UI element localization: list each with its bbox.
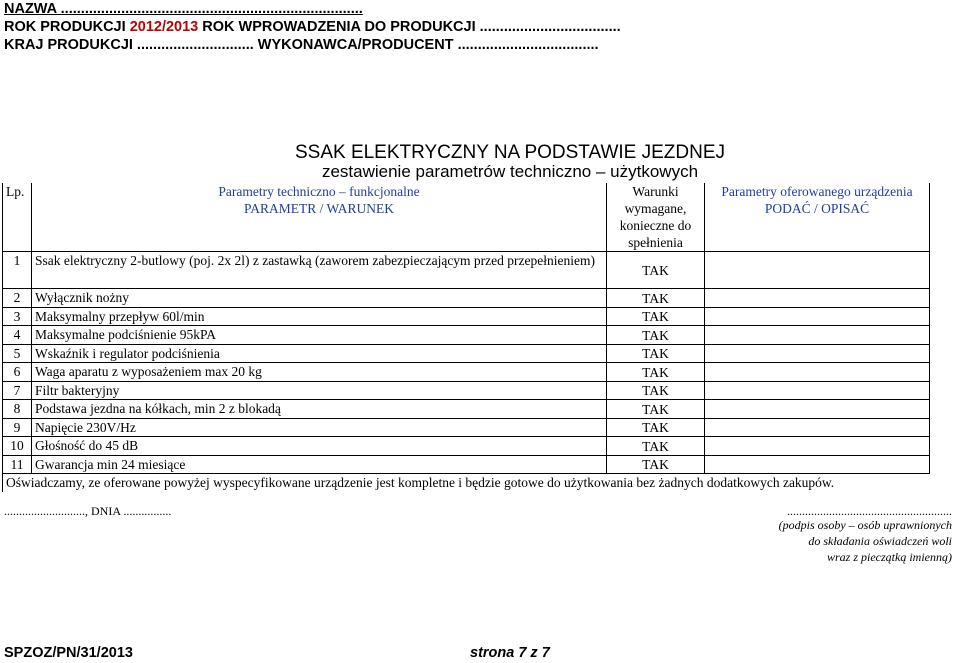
parameters-table <box>2 183 930 492</box>
row-parameter: Głośność do 45 dB <box>32 437 607 456</box>
row-requirement: TAK <box>607 455 705 474</box>
row-parameter: Napięcie 230V/Hz <box>32 418 607 437</box>
row-offer-cell[interactable] <box>705 400 930 419</box>
production-year-line <box>4 18 621 36</box>
row-number: 9 <box>3 418 32 437</box>
table-row <box>3 344 930 363</box>
row-number: 3 <box>3 307 32 326</box>
offer-header-line2: PODAĆ / OPISAĆ <box>764 201 870 216</box>
row-number: 6 <box>3 363 32 382</box>
name-line: NAZWA ........................................................................... <box>4 1 363 17</box>
table-row <box>3 437 930 456</box>
row-number: 11 <box>3 455 32 474</box>
table-row <box>3 289 930 308</box>
declaration-row <box>3 474 930 493</box>
row-number: 5 <box>3 344 32 363</box>
signature-dots: ....................................................... <box>787 504 952 518</box>
production-year-value: 2012/2013 <box>129 19 199 35</box>
row-requirement: TAK <box>607 307 705 326</box>
row-parameter: Waga aparatu z wyposażeniem max 20 kg <box>32 363 607 382</box>
offer-header <box>705 183 930 252</box>
lp-header: Lp. <box>3 183 32 252</box>
country-producer-line: KRAJ PRODUKCJI ............................. WYKONAWCA/PRODUCENT ................................... <box>4 37 599 53</box>
table-row <box>3 307 930 326</box>
row-number: 10 <box>3 437 32 456</box>
row-offer-cell[interactable] <box>705 363 930 382</box>
table-row <box>3 381 930 400</box>
table-row <box>3 363 930 382</box>
place-date: ..........................., DNIA ................ <box>4 504 172 518</box>
introduction-year: ROK WPROWADZENIA DO PRODUKCJI ................................... <box>202 19 621 35</box>
param-header-line2: PARAMETR / WARUNEK <box>243 201 395 216</box>
row-requirement: TAK <box>607 418 705 437</box>
row-offer-cell[interactable] <box>705 418 930 437</box>
row-requirement: TAK <box>607 289 705 308</box>
row-offer-cell[interactable] <box>705 289 930 308</box>
row-requirement: TAK <box>607 326 705 345</box>
row-offer-cell[interactable] <box>705 344 930 363</box>
signature-caption-1: (podpis osoby – osób uprawnionych <box>778 518 952 532</box>
table-header-row <box>3 183 930 252</box>
signature-caption-2: do składania oświadczeń woli <box>808 534 952 548</box>
row-requirement: TAK <box>607 437 705 456</box>
row-offer-cell[interactable] <box>705 252 930 289</box>
row-parameter: Maksymalny przepływ 60l/min <box>32 307 607 326</box>
requirement-header: Warunki wymagane, konieczne do spełnienia <box>607 183 705 252</box>
row-parameter: Podstawa jezdna na kółkach, min 2 z blokadą <box>32 400 607 419</box>
row-number: 4 <box>3 326 32 345</box>
row-requirement: TAK <box>607 363 705 382</box>
row-parameter: Wskaźnik i regulator podciśnienia <box>32 344 607 363</box>
row-number: 7 <box>3 381 32 400</box>
row-offer-cell[interactable] <box>705 455 930 474</box>
row-requirement: TAK <box>607 344 705 363</box>
param-header <box>32 183 607 252</box>
production-year-label: ROK PRODUKCJI <box>4 19 126 35</box>
row-offer-cell[interactable] <box>705 326 930 345</box>
row-parameter: Ssak elektryczny 2-butlowy (poj. 2x 2l) z zastawką (zaworem zabezpieczającym przed przepełnieniem) <box>32 252 607 289</box>
document-subtitle: zestawienie parametrów techniczno – użytkowych <box>321 162 699 181</box>
row-parameter: Filtr bakteryjny <box>32 381 607 400</box>
row-requirement: TAK <box>607 381 705 400</box>
document-reference: SPZOZ/PN/31/2013 <box>4 645 133 661</box>
table-row <box>3 400 930 419</box>
row-requirement: TAK <box>607 252 705 289</box>
row-number: 2 <box>3 289 32 308</box>
signature-caption-3: wraz z pieczątką imienną) <box>827 550 952 564</box>
row-parameter: Gwarancja min 24 miesiące <box>32 455 607 474</box>
row-requirement: TAK <box>607 400 705 419</box>
page-number: strona 7 z 7 <box>470 645 550 661</box>
row-number: 1 <box>3 252 32 289</box>
row-offer-cell[interactable] <box>705 437 930 456</box>
offer-header-line1: Parametry oferowanego urządzenia <box>721 184 913 199</box>
document-title: SSAK ELEKTRYCZNY NA PODSTAWIE JEZDNEJ <box>294 142 726 163</box>
table-row <box>3 418 930 437</box>
row-offer-cell[interactable] <box>705 381 930 400</box>
row-parameter: Wyłącznik nożny <box>32 289 607 308</box>
declaration-text: Oświadczamy, ze oferowane powyżej wyspecyfikowane urządzenie jest kompletne i będzie gotowe do użytkowania bez żadnych dodatkowych zakupów. <box>3 474 930 493</box>
row-number: 8 <box>3 400 32 419</box>
table-row <box>3 252 930 289</box>
table-row <box>3 326 930 345</box>
row-parameter: Maksymalne podciśnienie 95kPA <box>32 326 607 345</box>
row-offer-cell[interactable] <box>705 307 930 326</box>
table-row <box>3 455 930 474</box>
param-header-line1: Parametry techniczno – funkcjonalne <box>218 184 420 199</box>
